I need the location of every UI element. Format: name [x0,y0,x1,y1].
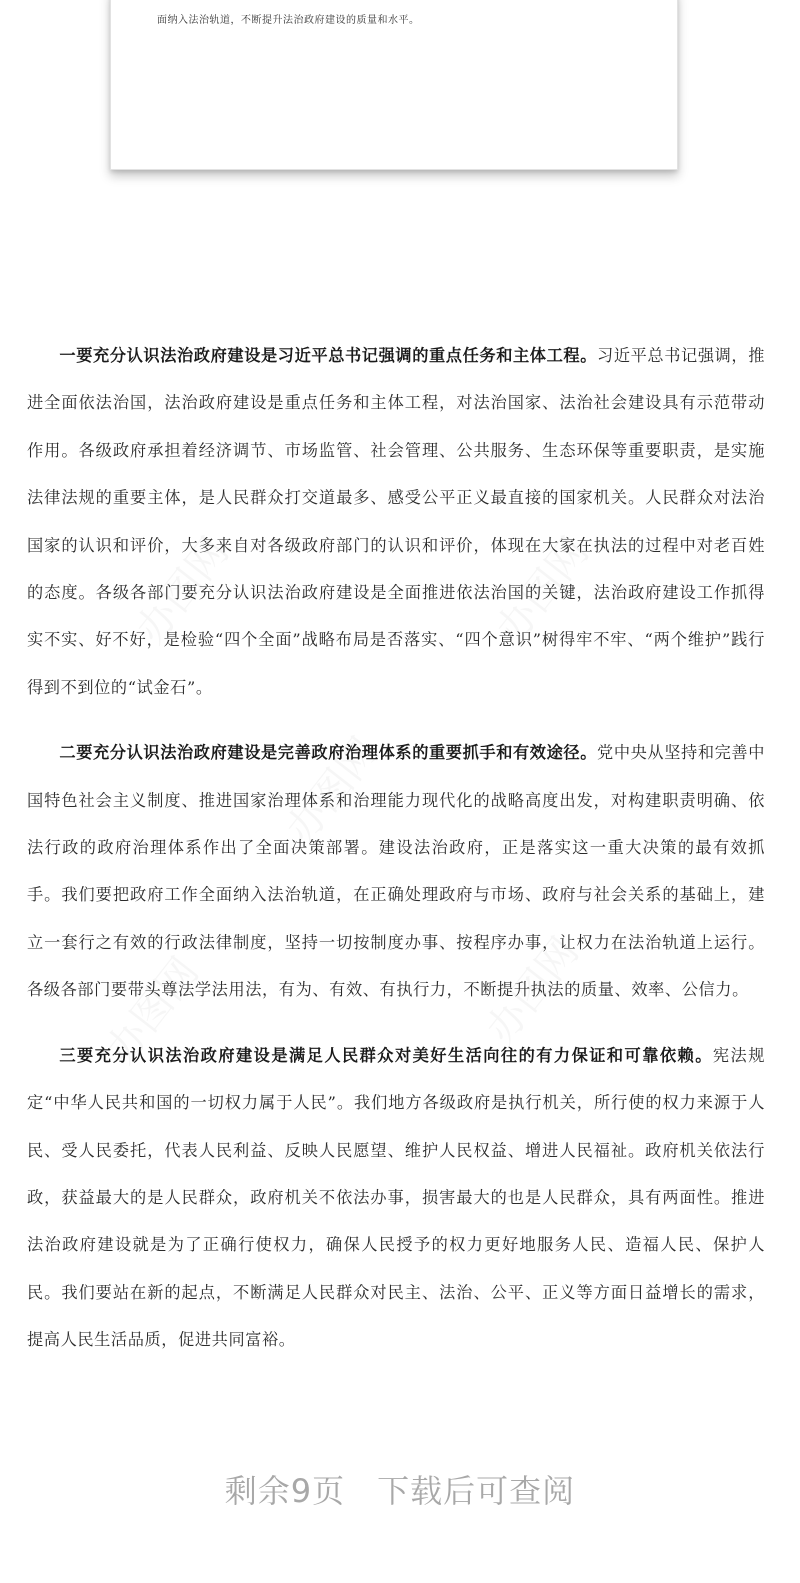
remaining-pages-label[interactable]: 剩余9页 [224,1472,346,1510]
paragraph [27,332,765,711]
paragraph [27,729,765,1013]
watermark: 办图网 [127,529,238,653]
paragraph-body: 习近平总书记强调，推进全面依法治国，法治政府建设是重点任务和主体工程，对法治国家、法治社会建设具有示范带动作用。各级政府承担着经济调节、市场监管、社会管理、公共服务、生态环保等重要职责，是实施法律法规的重要主体，是人民群众打交道最多、感受公平正义最直接的国家机关。人民群众对法治国家的认识和评价，大多来自对各级政府部门的认识和评价，体现在大家在执法的过程中对老百姓的态度。各级各部门要充分认识法治政府建设是全面推进依法治国的关键，法治政府建设工作抓得实不实、好不好，是检验“四个全面”战略布局是否落实、“四个意识”树得牢不牢、“两个维护”践行得到不到位的“试金石”。 [27,346,766,697]
watermark: 办图网 [97,949,208,1073]
paragraph-body: 党中央从坚持和完善中国特色社会主义制度、推进国家治理体系和治理能力现代化的战略高度出发，对构建职责明确、依法行政的政府治理体系作出了全面决策部署。建设法治政府，正是落实这一重大决策的最有效抓手。我们要把政府工作全面纳入法治轨道，在正确处理政府与市场、政府与社会关系的基础上，建立一套行之有效的行政法律制度，坚持一切按制度办事、按程序办事，让权力在法治轨道上运行。各级各部门要带头尊法学法用法，有为、有效、有执行力，不断提升执法的质量、效率、公信力。 [27,743,766,1000]
paragraph-lead: 二要充分认识法治政府建设是完善政府治理体系的重要抓手和有效途径。 [59,743,598,763]
paragraph-lead: 三要充分认识法治政府建设是满足人民群众对美好生活向往的有力保证和可靠依赖。 [59,1045,713,1065]
download-prompt[interactable] [0,1466,800,1512]
watermark: 办图网 [477,929,588,1053]
watermark: 办图网 [277,729,388,853]
watermark: 办图网 [487,529,598,653]
paragraph-lead: 一要充分认识法治政府建设是习近平总书记强调的重点任务和主体工程。 [59,346,598,365]
paragraph [27,1032,765,1364]
preview-text: 面纳入法治轨道，不断提升法治政府建设的质量和水平。 [157,15,420,26]
paragraph-body: 宪法规定“中华人民共和国的一切权力属于人民”。我们地方各级政府是执行机关，所行使的权力来源于人民、受人民委托，代表人民利益、反映人民愿望、维护人民权益、增进人民福祉。政府机关依法行政，获益最大的是人民群众，政府机关不依法办事，损害最大的也是人民群众，具有两面性。推进法治政府建设就是为了正确行使权力，确保人民授予的权力更好地服务人民、造福人民、保护人民。我们要站在新的起点，不断满足人民群众对民主、法治、公平、正义等方面日益增长的需求，提高人民生活品质，促进共同富裕。 [27,1045,765,1350]
download-to-view-label[interactable]: 下载后可查阅 [377,1472,576,1510]
document-body [27,332,765,1382]
previous-page-preview [110,0,678,170]
